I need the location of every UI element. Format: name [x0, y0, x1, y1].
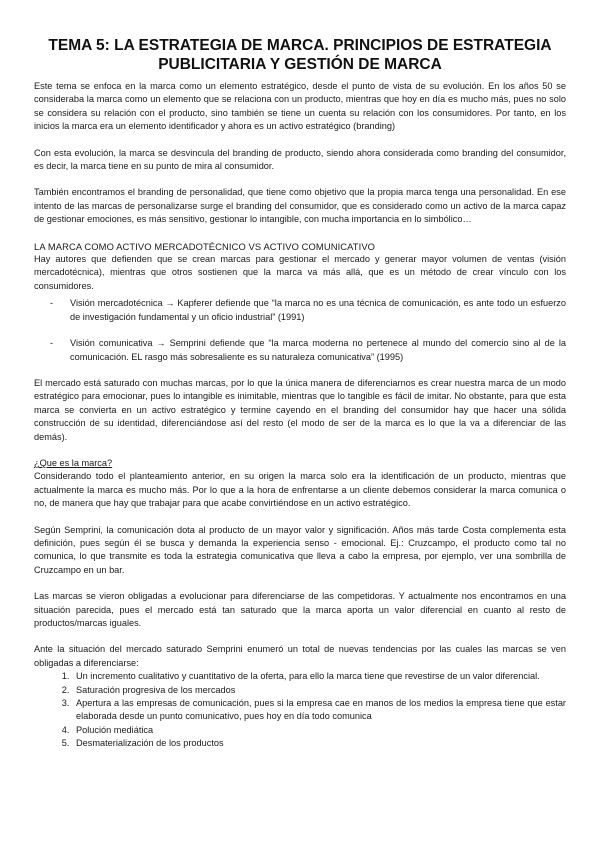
list-item: 5. Desmaterialización de los productos — [72, 737, 566, 750]
paragraph-brand-definition: Considerando todo el planteamiento anterior, en su origen la marca solo era la identificación de un producto, mientras que actualmente la marca es mucho más. Por lo que a la hora de enfrentarse a un cliente debemos considerar la marca comunica o no, de manera que hay que trabajar para que acabe convirtiéndose en un activo estratégico. — [34, 471, 566, 509]
dash-bullet: - — [50, 298, 54, 309]
section-heading: LA MARCA COMO ACTIVO MERCADOTÉCNICO VS ACTIVO COMUNICATIVO — [34, 240, 376, 252]
list-item: 4. Polución mediática — [72, 724, 566, 737]
vision-list — [34, 297, 566, 364]
dash-bullet: - — [50, 338, 54, 349]
paragraph-intro: Este tema se enfoca en la marca como un elemento estratégico, desde el punto de vista de su evolución. En los años 50 se consideraba la marca como un elemento que se relaciona con un producto, mientras que hoy en día es mucho más, pues no solo se considera su relación con el producto, sino también se tiene un cuenta su relación con los consumidores. Por tanto, en los inicios la marca era un elemento identificador y ahora es un activo estratégico (branding) — [34, 81, 566, 132]
paragraph-evolution: Con esta evolución, la marca se desvincula del branding de producto, siendo ahora considerada como branding del consumidor, es decir, la marca tiene en su punto de mira al consumidor. — [34, 147, 566, 172]
arrow-right-icon: → — [165, 298, 175, 309]
list-item — [50, 297, 567, 324]
list-item-text: Kapferer defiende que “la marca no es una técnica de comunicación, es ante todo un esfuerzo de investigación fundamental y un oficio industrial” (1991) — [70, 298, 567, 322]
trends-list — [34, 670, 566, 750]
list-item: 2. Saturación progresiva de los mercados — [72, 684, 566, 697]
paragraph-semprini: Según Semprini, la comunicación dota al producto de un mayor valor y significación. Años más tarde Costa complementa esta definición, pues según él se busca y demanda la experiencia senso - emocional. Ej.: Cruzcampo, el producto como tal no comunica, lo que transmite es toda la estrategia comunicativa que lleva a cabo la empresa, por ejemplo, ver una sombrilla de Cruzcampo en un bar. — [34, 524, 566, 575]
list-item-label: Visión comunicativa — [70, 338, 153, 349]
list-item-label: Visión mercadotécnica — [70, 298, 163, 309]
sub-heading: ¿Que es la marca? — [34, 457, 113, 468]
list-item — [50, 337, 566, 364]
paragraph-saturation: El mercado está saturado con muchas marcas, por lo que la única manera de diferenciarnos es crear nuestra marca de un modo estratégico para emocionar, pues lo intangible es inimitable, mientras que lo tangible es fácil de imitar. No obstante, para que esta marca se convierta en un activo estratégico y termine cayendo en el branding del consumidor hay que hacer una sólida construcción de su identidad, diferenciándose así del resto (el modo de ser de la marca es lo que la va a diferenciar de las demás). — [34, 377, 566, 442]
arrow-right-icon: → — [156, 338, 166, 349]
page-title: TEMA 5: LA ESTRATEGIA DE MARCA. PRINCIPIOS DE ESTRATEGIA PUBLICITARIA Y GESTIÓN DE MARCA — [48, 37, 552, 73]
list-item: 3. Apertura a las empresas de comunicación, pues si la empresa cae en manos de los medios la empresa tiene que estar elaborada desde un punto comunicativo, pues hoy en día todo comunica — [72, 697, 566, 724]
paragraph-trends-intro: Ante la situación del mercado saturado Semprini enumeró un total de nuevas tendencias por las cuales las marcas se ven obligadas a diferenciarse: — [34, 644, 566, 668]
paragraph-authors: Hay autores que defienden que se crean marcas para gestionar el mercado y generar mayor volumen de ventas (visión mercadotécnica), mientras que otros sostienen que la marca va más allá, que es un método de crear vínculo con los consumidores. — [34, 254, 566, 291]
list-item: 1. Un incremento cualitativo y cuantitativo de la oferta, para ello la marca tiene que revestirse de un valor diferencial. — [72, 670, 566, 683]
paragraph-competition: Las marcas se vieron obligadas a evolucionar para diferenciarse de las competidoras. Y actualmente nos encontramos en una situación parecida, pues el mercado está tan saturado que la marca aporta un valor diferencial en cuanto al resto de productos/marcas iguales. — [34, 591, 566, 628]
paragraph-personality: También encontramos el branding de personalidad, que tiene como objetivo que la propia marca tenga una personalidad. En ese intento de las marcas de personalizarse surge el branding del consumidor, que es considerado como un activo de la marca capaz de gestionar emociones, es más sensitivo, gestionar lo intangible, con mucha importancia en lo simbólico… — [34, 187, 566, 225]
list-item-text: Semprini defiende que “la marca moderna no pertenece al mundo del comercio sino al de la comunicación. EL rasgo más sobresaliente es su naturaleza comunicativa” (1995) — [70, 338, 566, 362]
